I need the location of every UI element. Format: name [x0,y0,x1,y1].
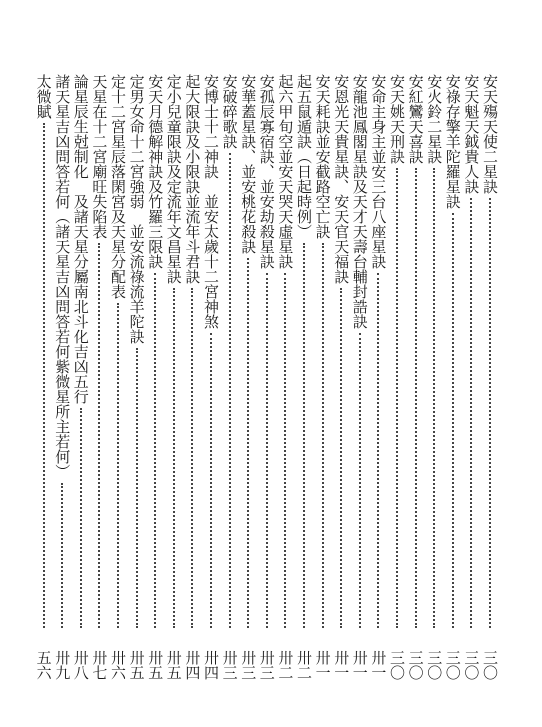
toc-entry-page-number: 卅五 [127,650,146,680]
dot-leader [136,348,138,628]
toc-entry-page-number: 卅三 [239,650,258,680]
toc-entry-title: 安孤辰寡宿訣、並安劫殺星訣 [257,74,276,269]
dot-leader [117,303,119,628]
toc-entry-title: 安天殤天使二星訣 [481,74,499,194]
toc-entry[interactable] [406,74,426,680]
toc-entry-title: 起六甲旬空並安天哭天虛星訣 [276,74,295,269]
toc-entry-title: 起大限訣及小限訣並流年斗君訣 [183,74,202,284]
dot-leader [61,483,63,628]
toc-entry-title: 安恩光天貴星訣、安天官天福訣 [332,74,351,284]
toc-entry-page-number: 三〇 [406,650,425,680]
toc-entry[interactable] [387,74,407,680]
toc-entry-title: 安祿存擎羊陀羅星訣 [443,74,462,209]
toc-entry[interactable] [108,74,128,680]
toc-entry-page-number: 卅五 [146,650,165,680]
dot-leader [452,213,454,628]
dot-leader [359,333,361,628]
toc-entry[interactable] [480,74,500,680]
dot-leader [396,168,398,628]
toc-entry-page-number: 三〇 [462,650,481,680]
toc-entry-page-number: 卅四 [183,650,202,680]
toc-entry[interactable] [461,74,481,680]
toc-entry-page-number: 卅八 [71,650,90,680]
toc-entry-title: 安博士十二神訣 並安太歲十二宮神煞 [202,74,220,329]
dot-leader [433,168,435,628]
toc-entry-title: 論星辰生尅制化 及諸天星分屬南北斗化吉凶五行 [71,74,90,404]
dot-leader [284,273,286,628]
toc-entry-page-number: 五六 [34,650,53,680]
toc-entry-title: 安華蓋星訣、並安桃花殺訣 [239,74,258,254]
toc-entry-title: 安龍池鳳閣星訣及天才天壽台輔封誥訣 [350,74,369,329]
toc-entry[interactable] [424,74,444,680]
toc-entry-title: 安天姚天刑訣 [388,74,406,164]
toc-entry-title: 定小兒童限訣及定流年文昌星訣 [164,74,183,284]
toc-entry[interactable] [127,74,147,680]
toc-entry-title: 安天耗訣並安截路空亡訣 [313,74,332,239]
toc-entry-page-number: 三〇 [443,650,462,680]
toc-entry[interactable] [443,74,463,680]
toc-entry[interactable] [294,74,314,680]
toc-entry-page-number: 卅二 [295,650,313,680]
toc-entry-page-number: 三〇 [425,650,444,680]
dot-leader [173,288,175,628]
dot-leader [154,273,156,628]
toc-entry-page-number: 三〇 [388,650,406,680]
dot-leader [247,258,249,628]
toc-entry-page-number: 卅一 [369,650,388,680]
toc-entry[interactable] [313,74,333,680]
dot-leader [489,198,491,628]
toc-entry-page-number: 卅五 [164,650,183,680]
toc-entry-page-number: 卅三 [257,650,276,680]
dot-leader [266,273,268,628]
toc-entry-page-number: 卅一 [350,650,369,680]
toc-entry[interactable] [52,74,72,680]
toc-entry-title: 安火鈴二星訣 [425,74,444,164]
toc-entry-page-number: 三〇 [481,650,499,680]
dot-leader [98,243,100,628]
toc-entry[interactable] [220,74,240,680]
toc-entry-page-number: 卅一 [313,650,332,680]
toc-entry-page-number: 卅三 [220,650,239,680]
toc-entry-title: 太微賦 [34,74,53,119]
toc-entry-page-number: 卅九 [53,650,72,680]
toc-entry-title: 天星在十二宮廟旺失陷表 [90,74,109,239]
dot-leader [43,123,45,628]
toc-entry-title: 定十二宮星辰落閑宮及天星分配表 [109,74,127,299]
dot-leader [415,168,417,628]
toc-entry[interactable] [182,74,202,680]
toc-entry-title: 定男女命十二宮強弱 並安流祿流羊陀訣 [127,74,146,344]
dot-leader [377,273,379,628]
toc-entry[interactable] [145,74,165,680]
toc-entry-page-number: 卅一 [332,650,351,680]
toc-entry-title: 諸天星吉凶問答若何（諸天星吉凶問答若何紫微星所主若何） [53,74,72,479]
toc-entry-title: 起五鼠遁訣（日起時例） [295,74,313,239]
toc-entry-title: 安紅鸞天喜訣 [406,74,425,164]
toc-entry[interactable] [71,74,91,680]
dot-leader [80,408,82,628]
toc-entry[interactable] [164,74,184,680]
toc-entry-title: 安天魁天鉞貴人訣 [462,74,481,194]
dot-leader [303,243,305,628]
dot-leader [322,243,324,628]
toc-entry-page-number: 卅六 [109,650,127,680]
toc-entry-title: 安破碎歌訣 [220,74,239,149]
dot-leader [340,288,342,628]
toc-entry[interactable] [257,74,277,680]
toc-entry[interactable] [331,74,351,680]
toc-entry[interactable] [275,74,295,680]
toc-entry[interactable] [368,74,388,680]
dot-leader [229,153,231,628]
toc-entry-title: 安天月德解神訣及竹羅三限訣 [146,74,165,269]
toc-entry-page-number: 卅二 [276,650,295,680]
toc-entry-page-number: 卅四 [202,650,220,680]
toc-entry[interactable] [350,74,370,680]
toc-entry-page-number: 卅七 [90,650,109,680]
toc-entry[interactable] [238,74,258,680]
dot-leader [210,333,212,628]
toc-entry[interactable] [89,74,109,680]
dot-leader [470,198,472,628]
toc-entry[interactable] [34,74,54,680]
toc-entry[interactable] [201,74,221,680]
toc-entry-title: 安命主身主並安三台八座星訣 [369,74,388,269]
dot-leader [191,288,193,628]
